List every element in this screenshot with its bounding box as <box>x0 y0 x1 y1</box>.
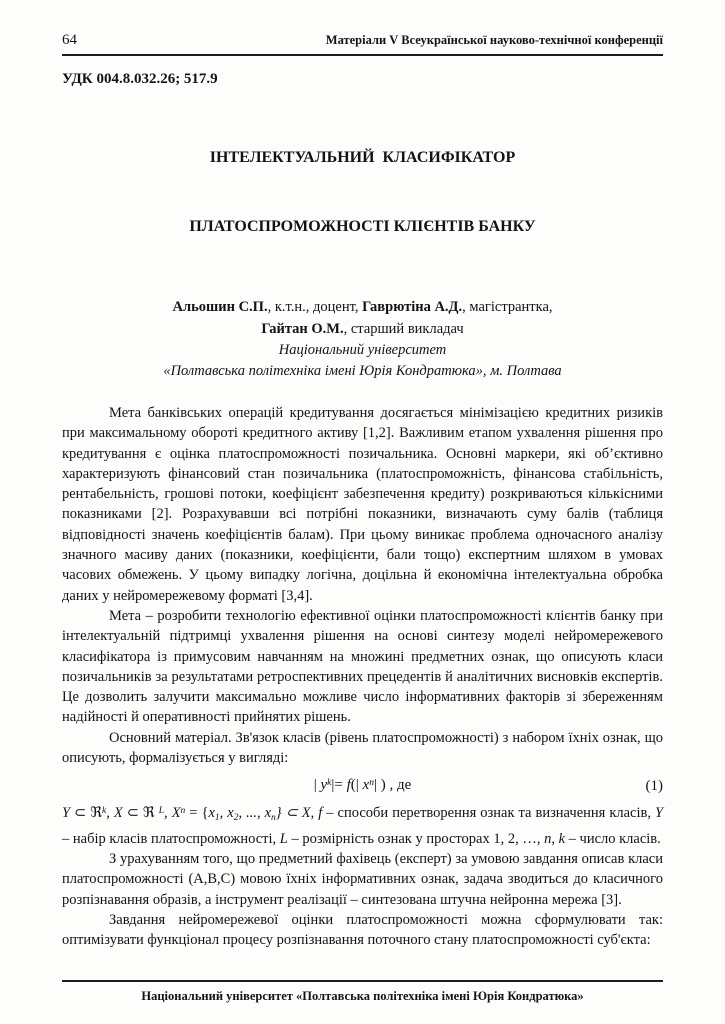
equation-1 <box>62 777 663 794</box>
text-segment: , <box>164 805 172 822</box>
text-segment: ⊂ ℜ <box>126 805 159 822</box>
text-segment: , к.т.н., доцент, <box>267 299 363 315</box>
text-segment: x <box>362 777 370 794</box>
text-segment: Y <box>62 805 75 822</box>
paragraph-expert: З урахуванням того, що предметний фахівець (експерт) за умовою завдання описав класи платоспроможності (А,В,С) мовою їхніх інформативних ознак, задача зводиться до класичного розпізнавання образів, а інструмент реалізації – синтезована штучна нейронна мережа [3]. <box>62 850 663 908</box>
page-number: 64 <box>62 32 77 48</box>
text-segment: k <box>102 806 107 817</box>
text-segment: n <box>369 778 374 789</box>
text-segment: Гаврютіна А.Д. <box>362 299 463 315</box>
paragraph-main-material: Основний матеріал. Зв'язок класів (рівень платоспроможності) з набором їхніх ознак, що описують, формалізується у вигляді: <box>62 729 663 767</box>
text-segment: – набір класів платоспроможності <box>62 830 273 847</box>
affiliation-line-2: «Полтавська політехніка імені Юрія Кондратюка», м. Полтава <box>163 362 562 379</box>
page-header <box>62 32 663 49</box>
text-segment: , <box>310 805 319 822</box>
text-segment: X <box>113 805 127 822</box>
text-segment: , <box>106 805 114 822</box>
text-segment: L <box>279 830 288 847</box>
text-segment: } ⊂ X <box>275 805 311 822</box>
article-title <box>62 100 663 284</box>
paragraph-goal: Мета – розробити технологію ефективної оцінки платоспроможності клієнтів банку при інтелектуальній підтримці ухвалення рішення на основі синтезу моделі нейромережевого класифікатора із примусовим навчанням на множині предметних ознак, що описують класи позичальників за результатами ретроспективних прецедентів й аналітичних висновків експертів. Це дозволить залучити максимально можливе число інформативних факторів зі збереженням надійності й оперативності прийнятих рішень. <box>62 607 663 726</box>
article-body <box>62 403 663 950</box>
text-segment: – способи перетворення ознак та визначення класів, <box>322 805 655 822</box>
text-segment: – число класів. <box>565 830 661 847</box>
paragraph-math-notation <box>62 801 663 849</box>
text-segment: | ) , де <box>373 777 412 794</box>
authors-line-2 <box>62 319 663 341</box>
text-segment: L <box>158 806 165 817</box>
authors-block <box>62 297 663 381</box>
text-segment: Альошин С.П. <box>172 299 268 315</box>
text-segment: , ..., x <box>238 805 272 822</box>
footer-text: Національний університет «Полтавська політехніка імені Юрія Кондратюка» <box>141 989 584 1003</box>
text-segment: | <box>313 777 321 794</box>
header-rule <box>62 54 663 56</box>
text-segment: = { <box>185 805 209 822</box>
title-line-2: ПЛАТОСПРОМОЖНОСТІ КЛІЄНТІВ БАНКУ <box>189 218 536 235</box>
equation-number: (1) <box>645 778 663 795</box>
running-title: Матеріали V Всеукраїнської науково-технічної конференції <box>325 33 663 47</box>
authors-line-1 <box>62 297 663 319</box>
text-segment: , x <box>219 805 234 822</box>
paragraph-task: Завдання нейромережевої оцінки платоспроможності можна сформулювати так: оптимізувати функціонал процесу розпізнавання поточного стану платоспроможності суб'єкта: <box>62 911 663 949</box>
paragraph-intro: Мета банківських операцій кредитування досягається мінімізацією кредитних ризиків при максимальному обороті кредитного активу [1,2]. Важливим етапом ухвалення рішення про кредитування є оцінка платоспроможності позичальника. Основні маркери, які об’єктивно характеризують фінансовий стан позичальника (платоспроможність, фінансова стабільність, рентабельність, грошові потоки, коефіцієнт забезпечення кредиту) розкриваються кількісними показниками [2]. Розрахувавши всі потрібні показники, визначають суму балів (таблиця відповідності значень коефіцієнтів балам). При цьому виникає проблема одночасного аналізу значного масиву даних (показники, коефіцієнти, бали тощо) експертним шляхом в умовах часових обмежень. У цьому випадку логічна, доцільна й економічна інтелектуальна обробка даних у нейромережевому форматі [3,4]. <box>62 405 663 604</box>
text-segment: , <box>272 830 280 847</box>
footer-rule <box>62 980 663 982</box>
text-segment: , старший викладач <box>343 320 464 337</box>
text-segment: – розмірність ознак у просторах 1, 2, …, <box>287 830 545 847</box>
page-footer <box>62 980 663 1004</box>
text-segment: |= <box>331 777 347 794</box>
text-segment: Y <box>655 805 664 822</box>
text-segment: 2 <box>233 813 239 824</box>
text-segment: n <box>271 813 276 824</box>
text-segment: k <box>558 830 566 847</box>
text-segment: X <box>171 805 181 822</box>
equation-formula <box>314 777 412 793</box>
text-segment: n <box>544 830 552 847</box>
text-segment: f <box>318 805 323 822</box>
text-segment: Гайтан О.М. <box>261 320 344 337</box>
text-segment: 1 <box>214 813 220 824</box>
text-segment: , <box>551 830 559 847</box>
affiliation-line-1: Національний університет <box>278 342 447 358</box>
udc-code: УДК 004.8.032.26; 517.9 <box>62 71 218 87</box>
text-segment: (| <box>350 777 363 794</box>
text-segment: n <box>180 806 186 817</box>
text-segment: k <box>327 778 332 789</box>
text-segment: x <box>208 805 215 822</box>
title-line-1: ІНТЕЛЕКТУАЛЬНИЙ КЛАСИФІКАТОР <box>209 149 516 166</box>
text-segment: y <box>320 777 328 794</box>
text-segment: f <box>346 777 351 794</box>
text-segment: , магістрантка, <box>462 299 553 315</box>
text-segment: ⊂ ℜ <box>74 805 103 822</box>
